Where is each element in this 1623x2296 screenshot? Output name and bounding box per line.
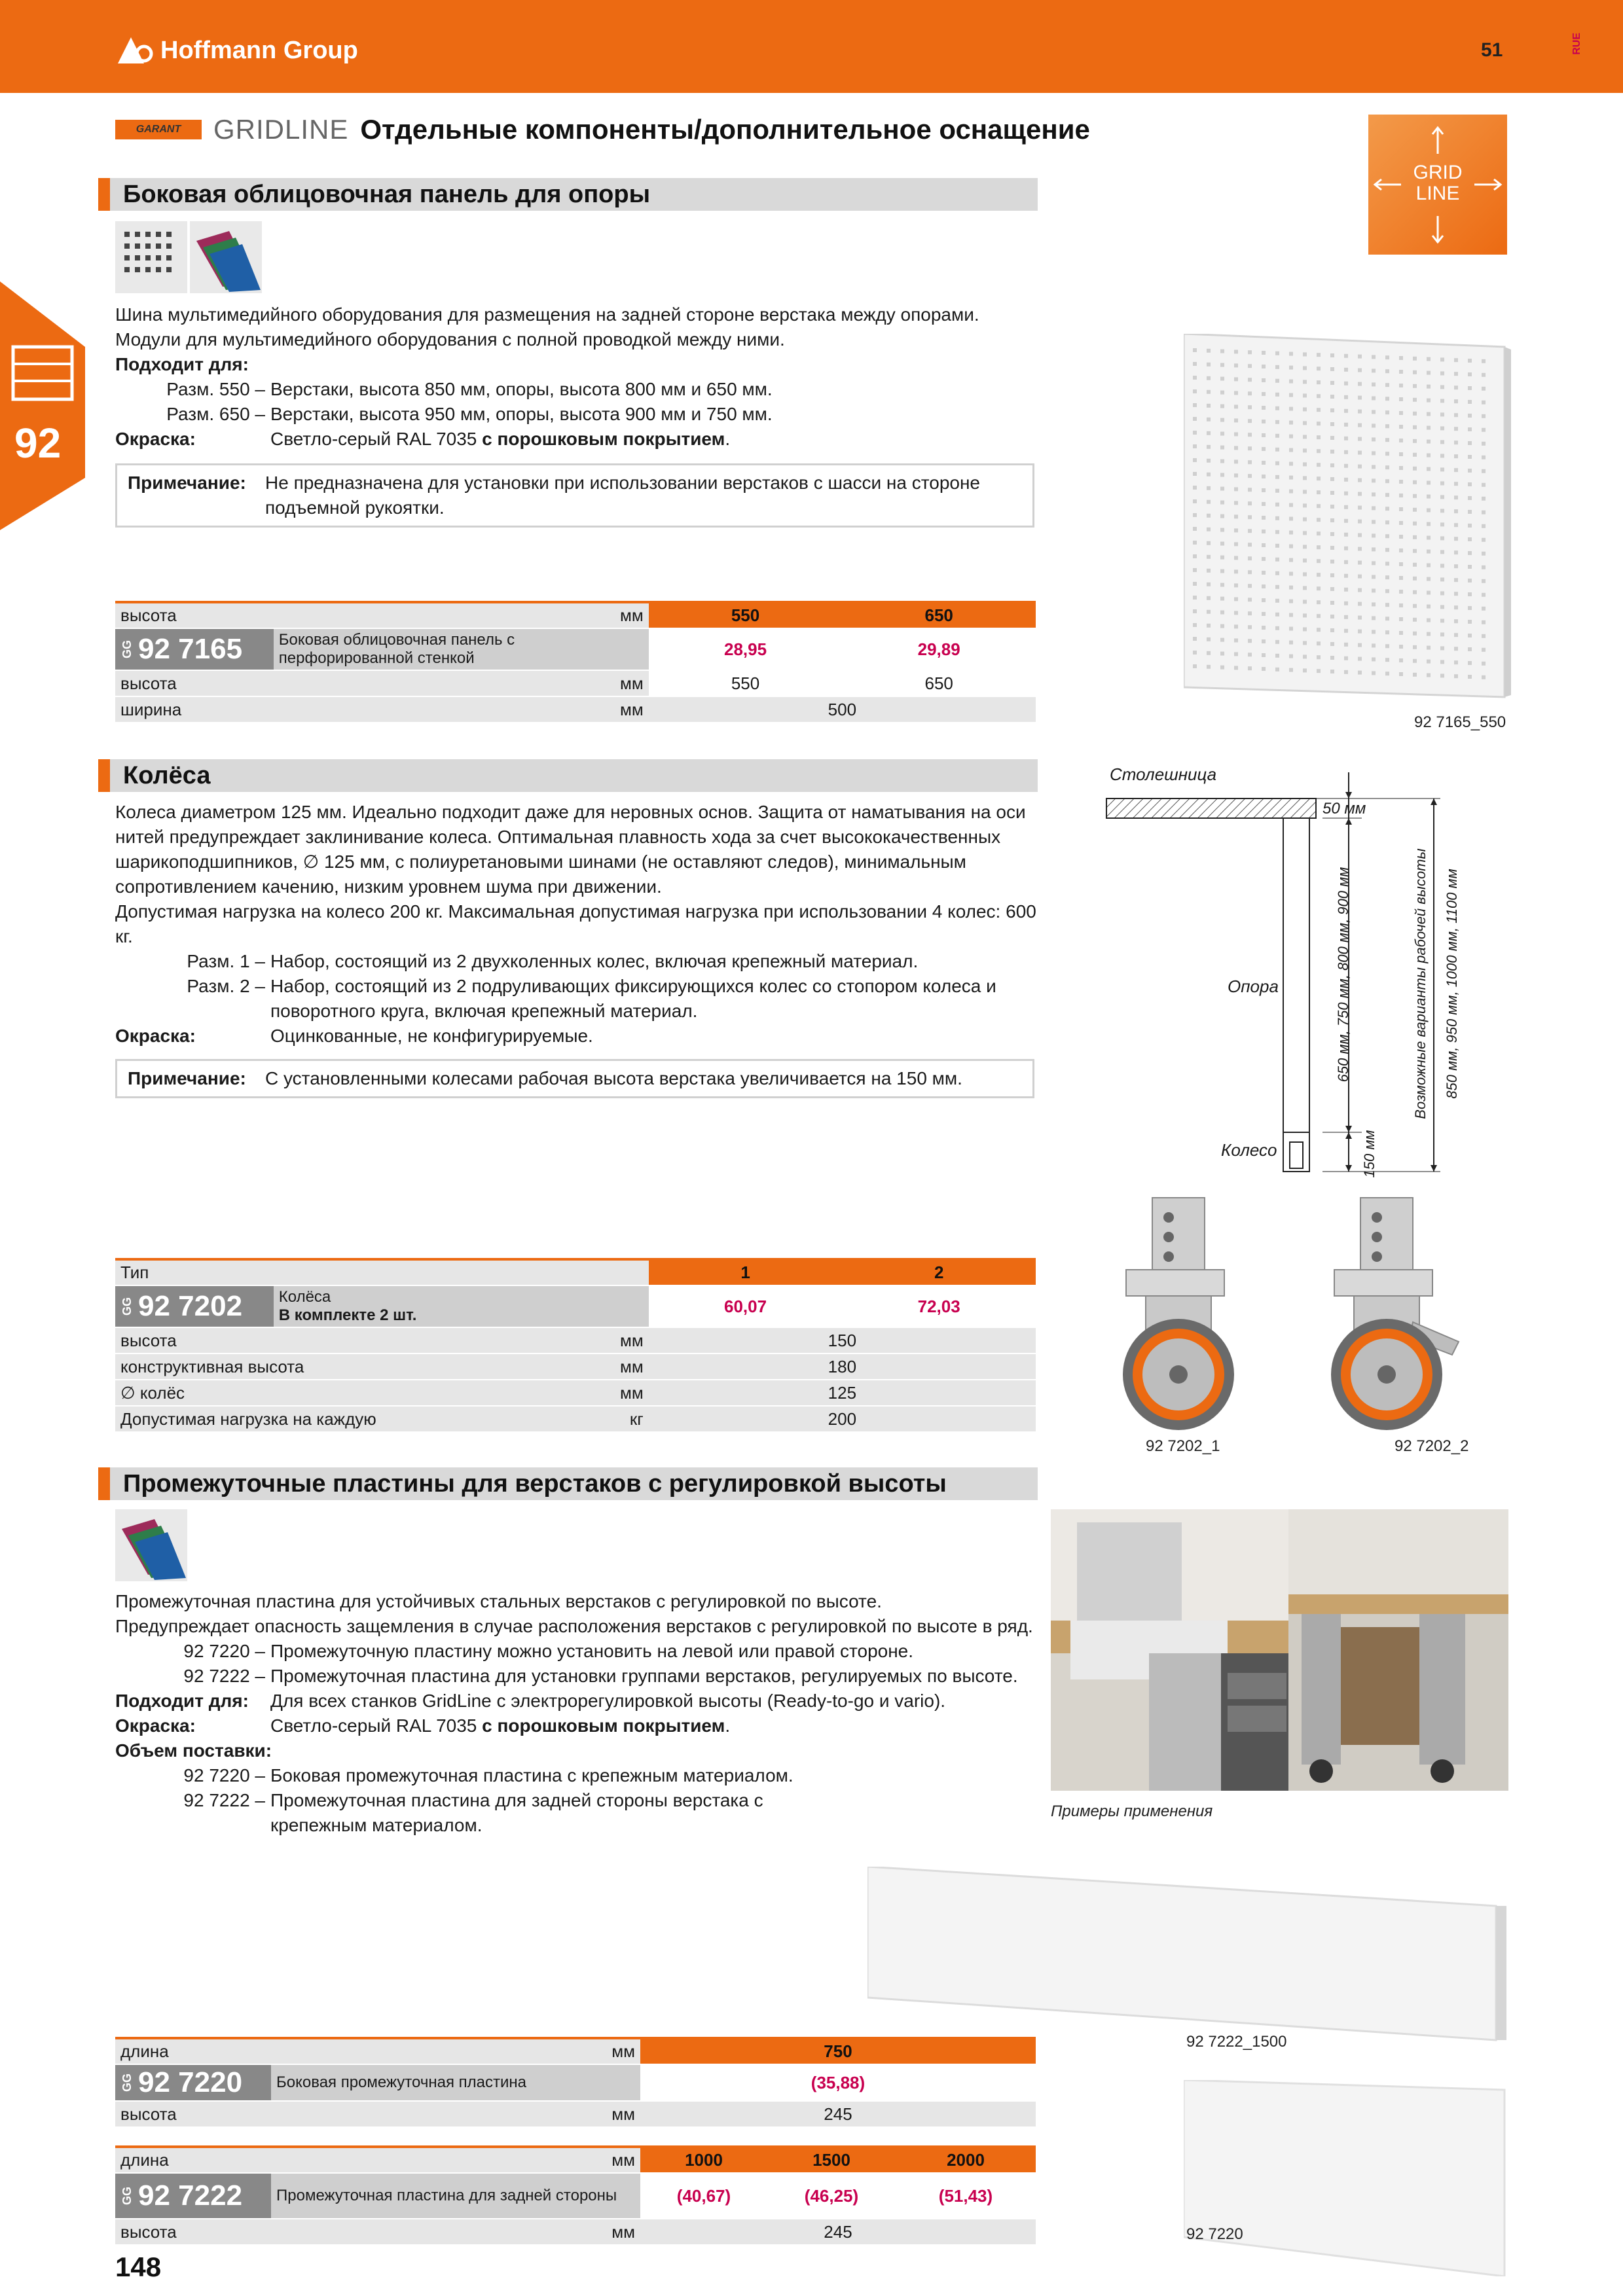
back-plate-caption: 92 7222_1500 xyxy=(1186,2033,1287,2051)
article-code: GG xyxy=(120,1297,134,1316)
chapter-tab[interactable] xyxy=(0,281,85,530)
item-row xyxy=(115,1664,1038,1689)
head-unit: мм xyxy=(579,2038,640,2064)
table-row xyxy=(115,1406,1036,1432)
table-row xyxy=(115,696,1036,723)
section-3-description xyxy=(115,1589,1038,1838)
gridline-box xyxy=(1368,115,1507,255)
desc-line: Предупреждает опасность защемления в случае расположения верстаков с регулировкой по высоте в ряд. xyxy=(115,1616,1033,1636)
caster-image-2 xyxy=(1295,1191,1465,1443)
article-number[interactable] xyxy=(115,2173,271,2219)
item-row xyxy=(115,1639,1038,1664)
row-value: 500 xyxy=(649,696,1036,723)
caster-image-1 xyxy=(1087,1191,1250,1443)
caster-caption-1: 92 7202_1 xyxy=(1146,1437,1220,1455)
note-text: С установленными колесами рабочая высота верстака увеличивается на 150 мм. xyxy=(265,1068,962,1088)
article-name: Боковая промежуточная пластина xyxy=(271,2064,640,2101)
dim-work: 850 мм, 950 мм, 1000 мм, 1100 мм xyxy=(1444,869,1460,1099)
row-unit: мм xyxy=(586,670,648,696)
article-name: Боковая облицовочная панель с перфорированной стенкой xyxy=(274,628,649,670)
price: 72,03 xyxy=(842,1285,1036,1327)
article-number[interactable] xyxy=(115,1285,274,1327)
row-label: ширина xyxy=(115,696,586,723)
head-col: 2000 xyxy=(896,2147,1036,2173)
table-header-row xyxy=(115,602,1036,628)
examples-caption: Примеры применения xyxy=(1051,1803,1213,1820)
panel-caption: 92 7165_550 xyxy=(1414,713,1506,731)
head-unit: мм xyxy=(579,2147,640,2173)
brand-name: Hoffmann Group xyxy=(160,36,358,64)
height-diagram xyxy=(1087,753,1493,1201)
row-value: 245 xyxy=(640,2219,1036,2245)
table-row xyxy=(115,2219,1036,2245)
head-label: высота xyxy=(115,602,586,628)
paint-row xyxy=(115,1713,1038,1738)
article-number[interactable] xyxy=(115,628,274,670)
dim-wheel: 150 мм xyxy=(1361,1130,1377,1178)
table-927222 xyxy=(115,2145,1036,2246)
chapter-number: 92 xyxy=(14,420,62,467)
scope-key: 92 7222 – xyxy=(183,1790,265,1810)
dim-support: 650 мм, 750 мм, 800 мм, 900 мм xyxy=(1335,867,1351,1083)
article-id: 92 7202 xyxy=(138,1290,243,1322)
page-number-bottom: 148 xyxy=(115,2251,162,2282)
paint-value-end: . xyxy=(725,1715,731,1736)
row-value: 245 xyxy=(640,2101,1036,2127)
price: 60,07 xyxy=(649,1285,843,1327)
article-row[interactable] xyxy=(115,2064,1036,2101)
section-2-description xyxy=(115,800,1038,1049)
perforated-panel-image xyxy=(1184,334,1511,704)
brand-logo[interactable] xyxy=(115,34,358,67)
row-label: высота xyxy=(115,2219,579,2245)
size-value: Набор, состоящий из 2 двухколенных колес, включая крепежный материал. xyxy=(270,951,919,971)
article-number[interactable] xyxy=(115,2064,271,2101)
paint-row xyxy=(115,1024,1038,1049)
perforation-swatch xyxy=(115,221,187,296)
scope-value: Промежуточная пластина для задней стороны верстака с крепежным материалом. xyxy=(270,1790,763,1835)
desc-line-1: Шина мультимедийного оборудования для размещения на задней стороне верстака между опорами. xyxy=(115,304,979,325)
item-key: 92 7220 – xyxy=(183,1641,265,1661)
fits-label: Подходит для: xyxy=(115,354,249,374)
fits-value: Верстаки, высота 950 мм, опоры, высота 900 мм и 750 мм. xyxy=(270,404,773,424)
item-value: Промежуточная пластина для установки группами верстаков, регулируемых по высоте. xyxy=(270,1666,1018,1686)
article-name-line: Колёса xyxy=(278,1288,331,1306)
article-id: 92 7220 xyxy=(138,2066,243,2098)
table-927202 xyxy=(115,1258,1036,1433)
size-key: Разм. 2 – xyxy=(187,976,265,996)
article-row[interactable] xyxy=(115,1285,1036,1327)
article-row[interactable] xyxy=(115,2173,1036,2219)
row-unit: кг xyxy=(586,1406,648,1432)
price: 28,95 xyxy=(649,628,843,670)
gridline-heading xyxy=(115,114,1090,145)
size-key: Разм. 1 – xyxy=(187,951,265,971)
row-label: высота xyxy=(115,2101,579,2127)
color-swatch xyxy=(190,221,262,296)
label-tabletop: Столешница xyxy=(1110,764,1217,784)
row-unit: мм xyxy=(586,1380,648,1406)
article-code: GG xyxy=(120,639,134,658)
paint-value-bold: с порошковым покрытием xyxy=(482,1715,725,1736)
article-code: GG xyxy=(120,2073,134,2092)
paint-label: Окраска: xyxy=(115,1715,196,1736)
head-label: длина xyxy=(115,2038,579,2064)
size-item xyxy=(115,949,1038,974)
fits-item xyxy=(115,402,1045,427)
paint-value: Оцинкованные, не конфигурируемые. xyxy=(270,1026,593,1046)
fits-row xyxy=(115,1689,1038,1713)
row-value: 180 xyxy=(649,1354,1036,1380)
price: (51,43) xyxy=(896,2173,1036,2219)
color-swatch xyxy=(115,1509,187,1585)
note-label: Примечание: xyxy=(128,473,246,493)
desc-paragraph: Допустимая нагрузка на колесо 200 кг. Максимальная допустимая нагрузка при использовании 4 колес: 600 кг. xyxy=(115,901,1036,946)
head-col: 1500 xyxy=(767,2147,896,2173)
scope-key: 92 7220 – xyxy=(183,1765,265,1785)
row-label: ∅ колёс xyxy=(115,1380,586,1406)
row-label: высота xyxy=(115,1327,586,1354)
table-row xyxy=(115,670,1036,696)
row-label: высота xyxy=(115,670,586,696)
caster-caption-2: 92 7202_2 xyxy=(1395,1437,1469,1455)
section-3-title: Промежуточные пластины для верстаков с регулировкой высоты xyxy=(98,1467,1038,1500)
row-label: Допустимая нагрузка на каждую xyxy=(115,1406,586,1432)
size-value: Набор, состоящий из 2 подруливающих фиксирующихся колес со стопором колеса и поворотного круга, включая крепежный материал. xyxy=(270,976,996,1021)
scope-row xyxy=(115,1763,1038,1788)
table-header-row xyxy=(115,2038,1036,2064)
head-label: длина xyxy=(115,2147,579,2173)
article-code: GG xyxy=(120,2186,134,2205)
row-unit: мм xyxy=(579,2219,640,2245)
scope-label: Объем поставки: xyxy=(115,1740,272,1761)
table-row xyxy=(115,1380,1036,1406)
page-number-top: 51 xyxy=(1481,39,1503,61)
fits-key: Разм. 650 – xyxy=(166,404,265,424)
back-plate-image xyxy=(867,1867,1509,2047)
table-row xyxy=(115,1327,1036,1354)
side-plate-caption: 92 7220 xyxy=(1186,2225,1243,2243)
dim-work-label: Возможные варианты рабочей высоты xyxy=(1412,848,1429,1119)
label-wheel: Колесо xyxy=(1221,1140,1277,1160)
row-value: 650 xyxy=(842,670,1036,696)
scope-value: Боковая промежуточная пластина с крепежным материалом. xyxy=(270,1765,793,1785)
head-col: 2 xyxy=(842,1259,1036,1285)
label-support: Опора xyxy=(1228,977,1279,996)
fits-value: Верстаки, высота 850 мм, опоры, высота 800 мм и 650 мм. xyxy=(270,379,773,399)
row-value: 125 xyxy=(649,1380,1036,1406)
head-label: Тип xyxy=(115,1259,649,1285)
desc-line-2: Модули для мультимедийного оборудования с полной проводкой между ними. xyxy=(115,329,785,350)
page-title: Отдельные компоненты/дополнительное оснащение xyxy=(360,114,1090,145)
article-id: 92 7165 xyxy=(138,633,243,665)
row-unit: мм xyxy=(586,1327,648,1354)
note-label: Примечание: xyxy=(128,1068,246,1088)
paint-value: Светло-серый RAL 7035 xyxy=(270,1715,483,1736)
price: (40,67) xyxy=(640,2173,767,2219)
article-row[interactable] xyxy=(115,628,1036,670)
item-value: Промежуточную пластину можно установить на левой или правой стороне. xyxy=(270,1641,914,1661)
fits-label: Подходит для: xyxy=(115,1691,249,1711)
article-id: 92 7222 xyxy=(138,2179,243,2212)
row-value: 200 xyxy=(649,1406,1036,1432)
section-1-description xyxy=(115,302,1045,452)
table-row xyxy=(115,2101,1036,2127)
table-927220 xyxy=(115,2037,1036,2128)
table-header-row xyxy=(115,1259,1036,1285)
head-col: 550 xyxy=(649,602,843,628)
desc-paragraph: Колеса диаметром 125 мм. Идеально подходит даже для неровных основ. Защита от наматывания на оси нитей предупреждает заклинивание колеса. Оптимальная плавность хода за счет высококачественных шарикоподшипников, ∅ 125 мм, с полиуретановыми шинами (не оставляют следов), минимальным сопротивлением качению, низким уровнем шума при движении. xyxy=(115,802,1026,897)
article-name xyxy=(274,1285,649,1327)
language-code: RUE xyxy=(1571,33,1582,55)
table-header-row xyxy=(115,2147,1036,2173)
gridline-box-label-1: GRID xyxy=(1413,162,1463,183)
section-1-title: Боковая облицовочная панель для опоры xyxy=(98,178,1038,211)
price: (46,25) xyxy=(767,2173,896,2219)
section-2-note xyxy=(115,1059,1034,1098)
paint-label: Окраска: xyxy=(115,1026,196,1046)
paint-value-bold: с порошковым покрытием xyxy=(482,429,725,449)
size-item xyxy=(115,974,1038,1024)
gridline-box-label-2: LINE xyxy=(1415,183,1460,204)
paint-value-end: . xyxy=(725,429,731,449)
side-plate-image xyxy=(1184,2080,1511,2280)
article-name: Промежуточная пластина для задней стороны xyxy=(271,2173,640,2219)
price: 29,89 xyxy=(842,628,1036,670)
table-927165 xyxy=(115,601,1036,723)
row-unit: мм xyxy=(579,2101,640,2127)
row-value: 150 xyxy=(649,1327,1036,1354)
gridline-wordmark: GRIDLINE xyxy=(213,114,349,145)
paint-row xyxy=(115,427,1045,452)
item-key: 92 7222 – xyxy=(183,1666,265,1686)
fits-key: Разм. 550 – xyxy=(166,379,265,399)
paint-label: Окраска: xyxy=(115,429,196,449)
application-photo-2 xyxy=(1288,1509,1508,1791)
application-photo-1 xyxy=(1051,1509,1293,1791)
section-2-title: Колёса xyxy=(98,759,1038,792)
desc-line: Промежуточная пластина для устойчивых стальных верстаков с регулировкой по высоте. xyxy=(115,1591,882,1611)
price: (35,88) xyxy=(640,2064,1036,2101)
fits-item xyxy=(115,377,1045,402)
section-1-note xyxy=(115,463,1034,528)
scope-row xyxy=(115,1788,1038,1838)
fits-value: Для всех станков GridLine с электрорегулировкой высоты (Ready-to-go и vario). xyxy=(270,1691,946,1711)
head-col: 1 xyxy=(649,1259,843,1285)
dim-top: 50 мм xyxy=(1322,800,1366,817)
article-name-line: В комплекте 2 шт. xyxy=(278,1306,417,1324)
head-col: 1000 xyxy=(640,2147,767,2173)
row-label: конструктивная высота xyxy=(115,1354,586,1380)
paint-value: Светло-серый RAL 7035 xyxy=(270,429,483,449)
table-row xyxy=(115,1354,1036,1380)
garant-badge: GARANT xyxy=(115,120,202,139)
head-unit: мм xyxy=(586,602,648,628)
row-value: 550 xyxy=(649,670,843,696)
row-unit: мм xyxy=(586,1354,648,1380)
note-text: Не предназначена для установки при использовании верстаков с шасси на стороне подъемной рукоятки. xyxy=(265,473,980,518)
head-col: 650 xyxy=(842,602,1036,628)
row-unit: мм xyxy=(586,696,648,723)
hoffmann-logo-icon xyxy=(115,34,154,67)
head-col: 750 xyxy=(640,2038,1036,2064)
